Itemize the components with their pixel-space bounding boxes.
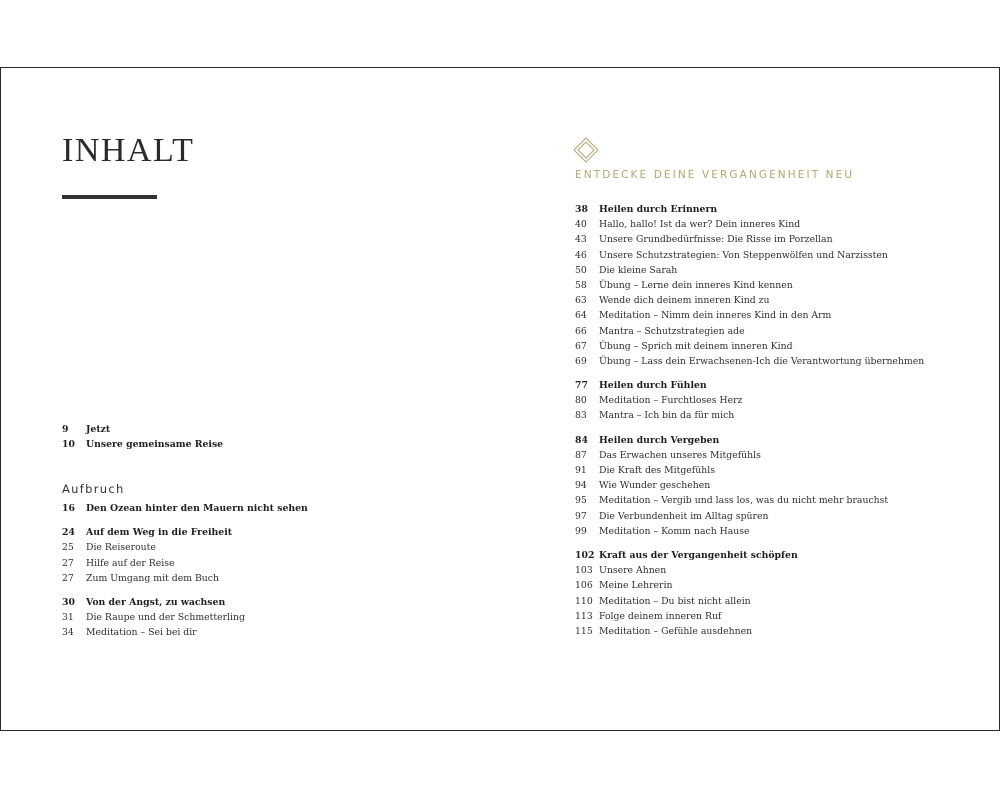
toc-page-number: 95 <box>575 495 587 507</box>
toc-entry <box>62 437 223 452</box>
toc-page-number: 91 <box>575 465 587 476</box>
toc-entry <box>575 493 924 508</box>
intro-toc <box>62 422 223 452</box>
toc-entry-label: Heilen durch Vergeben <box>599 434 720 446</box>
toc-entry <box>62 571 308 586</box>
toc-page-number: 84 <box>575 434 588 446</box>
toc-entry-label: Unsere Schutzstrategien: Von Steppenwölfen und Narzissten <box>599 249 888 261</box>
toc-page-number: 63 <box>575 295 587 307</box>
toc-entry-label: Wie Wunder geschehen <box>599 480 711 492</box>
toc-entry-label: Meine Lehrerin <box>599 580 673 592</box>
toc-entry <box>575 378 924 393</box>
toc-entry <box>575 408 924 423</box>
toc-page-number: 40 <box>575 219 587 231</box>
toc-entry <box>575 354 924 369</box>
toc-entry <box>575 293 924 308</box>
toc-page-number: 102 <box>575 549 595 561</box>
toc-entry-label: Jetzt <box>86 424 111 435</box>
toc-entry <box>62 556 308 571</box>
toc-entry <box>62 595 308 610</box>
toc-entry <box>575 232 924 247</box>
toc-entry <box>62 540 308 555</box>
page-title: INHALT <box>62 132 195 169</box>
toc-entry-label: Zum Umgang mit dem Buch <box>86 572 219 584</box>
toc-entry-label: Den Ozean hinter den Mauern nicht sehen <box>86 503 308 514</box>
toc-entry-label: Kraft aus der Vergangenheit schöpfen <box>599 549 798 561</box>
toc-page-number: 103 <box>575 565 593 577</box>
toc-entry-label: Meditation – Sei bei dir <box>86 627 197 639</box>
toc-entry <box>575 278 924 293</box>
toc-entry-label: Meditation – Nimm dein inneres Kind in den Arm <box>599 310 832 322</box>
toc-entry <box>575 433 924 448</box>
toc-entry-label: Heilen durch Fühlen <box>599 380 707 392</box>
title-underline <box>62 195 157 199</box>
toc-page-number: 25 <box>62 542 74 554</box>
toc-entry <box>575 202 924 217</box>
section-heading-aufbruch: Aufbruch <box>62 482 125 496</box>
toc-page-number: 27 <box>62 557 74 569</box>
toc-page-number: 83 <box>575 410 587 422</box>
toc-entry-label: Von der Angst, zu wachsen <box>86 596 226 608</box>
toc-entry-label: Das Erwachen unseres Mitgefühls <box>599 449 761 461</box>
toc-entry <box>575 308 924 323</box>
toc-entry <box>575 578 924 593</box>
toc-entry-label: Die Verbundenheit im Alltag spüren <box>599 510 769 522</box>
toc-page-number: 97 <box>575 510 587 522</box>
toc-page-number: 110 <box>575 595 593 607</box>
toc-entry <box>62 422 223 437</box>
toc-entry-label: Die Reiseroute <box>86 542 156 554</box>
toc-page-number: 38 <box>575 204 588 215</box>
section-heading-vergangenheit: ENTDECKE DEINE VERGANGENHEIT NEU <box>575 169 855 181</box>
toc-page-number: 58 <box>575 279 587 291</box>
toc-entry-label: Meditation – Furchtloses Herz <box>599 395 743 407</box>
toc-entry-label: Meditation – Vergib und lass los, was du nicht mehr brauchst <box>599 495 889 507</box>
toc-entry-label: Mantra – Schutzstrategien ade <box>599 325 745 337</box>
toc-page-number: 66 <box>575 325 587 337</box>
toc-entry <box>575 463 924 478</box>
toc-entry-label: Meditation – Komm nach Hause <box>599 525 750 537</box>
toc-entry-label: Folge deinem inneren Ruf <box>599 610 722 622</box>
toc-entry-label: Auf dem Weg in die Freiheit <box>86 527 233 539</box>
toc-page-number: 43 <box>575 234 587 246</box>
toc-page-number: 30 <box>62 596 75 608</box>
toc-page-number: 9 <box>62 424 69 435</box>
toc-entry-label: Die Raupe und der Schmetterling <box>86 612 245 624</box>
toc-entry <box>575 609 924 624</box>
toc-entry <box>62 501 308 516</box>
toc-entry <box>575 217 924 232</box>
toc-entry <box>575 594 924 609</box>
toc-page-number: 31 <box>62 612 74 624</box>
toc-entry <box>575 324 924 339</box>
toc-entry-label: Übung – Lerne dein inneres Kind kennen <box>599 279 793 291</box>
toc-page-number: 106 <box>575 580 593 592</box>
left-toc <box>62 501 308 641</box>
toc-entry <box>575 548 924 563</box>
toc-page-number: 46 <box>575 249 587 261</box>
toc-page-number: 64 <box>575 310 587 322</box>
toc-entry-label: Mantra – Ich bin da für mich <box>599 410 735 422</box>
toc-page-number: 69 <box>575 355 587 367</box>
toc-entry <box>575 248 924 263</box>
toc-page-number: 10 <box>62 439 75 451</box>
toc-page-number: 27 <box>62 572 74 584</box>
toc-entry-label: Hilfe auf der Reise <box>86 557 175 569</box>
toc-entry <box>575 563 924 578</box>
toc-entry-label: Meditation – Gefühle ausdehnen <box>599 625 753 637</box>
toc-page-number: 67 <box>575 340 587 352</box>
toc-page-number: 77 <box>575 380 588 392</box>
toc-entry <box>575 339 924 354</box>
toc-entry <box>575 624 924 639</box>
toc-entry-label: Unsere Grundbedürfnisse: Die Risse im Porzellan <box>599 234 833 246</box>
toc-entry <box>575 448 924 463</box>
toc-entry <box>575 263 924 278</box>
toc-page-number: 16 <box>62 503 75 514</box>
toc-entry <box>62 625 308 640</box>
toc-page-number: 34 <box>62 627 74 639</box>
toc-entry-label: Hallo, hallo! Ist da wer? Dein inneres Kind <box>599 219 801 231</box>
toc-entry-label: Unsere gemeinsame Reise <box>86 439 224 451</box>
toc-page-number: 115 <box>575 625 593 637</box>
toc-entry <box>575 509 924 524</box>
toc-page-number: 113 <box>575 610 593 622</box>
toc-page-number: 50 <box>575 264 587 276</box>
toc-entry-label: Die Kraft des Mitgefühls <box>599 465 715 476</box>
toc-entry-label: Übung – Lass dein Erwachsenen-Ich die Verantwortung übernehmen <box>599 355 925 367</box>
toc-entry-label: Heilen durch Erinnern <box>599 204 718 215</box>
diamond-icon <box>573 137 599 163</box>
toc-entry-label: Unsere Ahnen <box>599 565 667 577</box>
toc-entry-label: Wende dich deinem inneren Kind zu <box>599 295 770 307</box>
toc-entry <box>575 524 924 539</box>
toc-entry <box>575 393 924 408</box>
toc-entry-label: Übung – Sprich mit deinem inneren Kind <box>599 340 793 352</box>
toc-entry-label: Die kleine Sarah <box>599 264 678 276</box>
toc-entry <box>62 610 308 625</box>
toc-entry <box>62 525 308 540</box>
right-toc <box>575 202 924 639</box>
toc-page-number: 80 <box>575 395 587 407</box>
toc-page-number: 24 <box>62 527 75 539</box>
toc-entry-label: Meditation – Du bist nicht allein <box>599 595 751 607</box>
toc-page-number: 87 <box>575 449 587 461</box>
toc-page-number: 99 <box>575 525 587 537</box>
toc-page-number: 94 <box>575 480 587 492</box>
toc-entry <box>575 478 924 493</box>
